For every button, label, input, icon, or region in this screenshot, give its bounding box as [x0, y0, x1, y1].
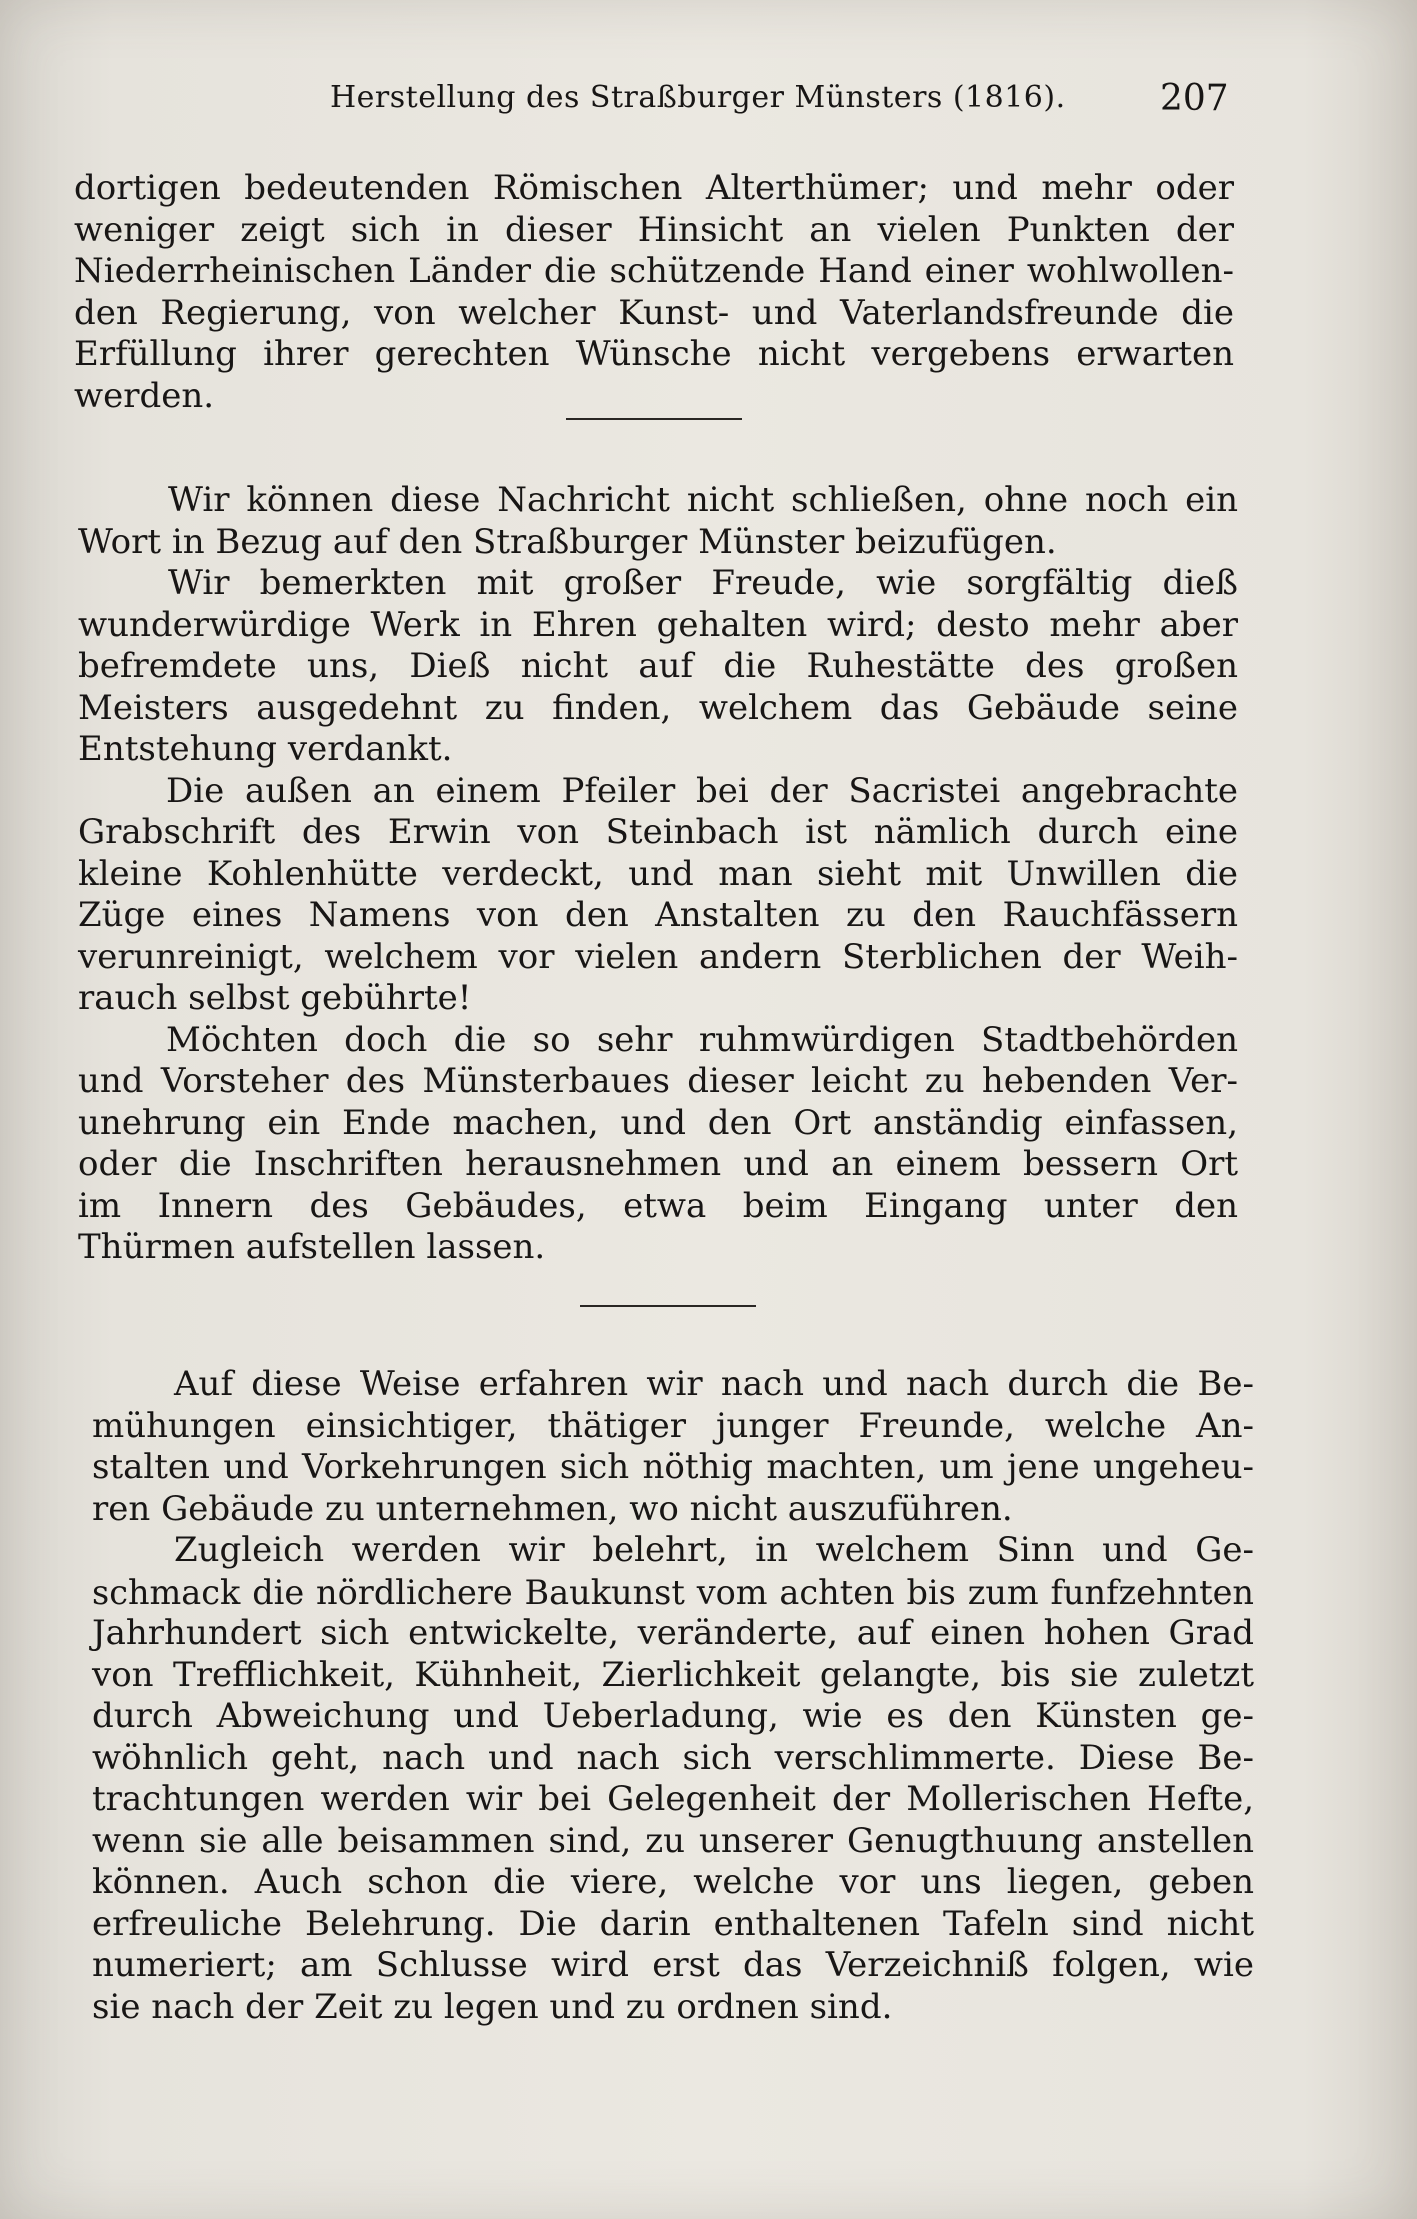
text-line: erfreuliche Belehrung. Die darin enthaltenen Tafeln sind nicht — [92, 1903, 1254, 1944]
text-line: wenn sie alle beisammen sind, zu unserer Genugthuung anstellen — [92, 1820, 1254, 1861]
text-line: können. Auch schon die viere, welche vor uns liegen, geben — [92, 1862, 1254, 1902]
text-line: rauch selbst gebührte! — [78, 978, 472, 1018]
text-line: und Vorsteher des Münsterbaues dieser leicht zu hebenden Ver- — [78, 1061, 1238, 1101]
paragraph-block-2 — [78, 480, 1238, 1269]
text-line: durch Abweichung und Ueberladung, wie es den Künsten ge- — [92, 1696, 1254, 1736]
text-line: wöhnlich geht, nach und nach sich verschlimmerte. Diese Be- — [92, 1737, 1254, 1778]
text-line: werden. — [74, 375, 215, 416]
text-line: Wir bemerkten mit großer Freude, wie sorgfältig dieß — [168, 563, 1238, 603]
text-line: Jahrhundert sich entwickelte, veränderte, auf einen hohen Grad — [92, 1613, 1254, 1653]
text-line: Wort in Bezug auf den Straßburger Münster beizufügen. — [78, 521, 1057, 562]
text-line: weniger zeigt sich in dieser Hinsicht an vielen Punkten der — [74, 209, 1234, 250]
section-divider — [580, 1305, 756, 1307]
text-line: Grabschrift des Erwin von Steinbach ist nämlich durch eine — [78, 812, 1238, 852]
text-line: ren Gebäude zu unternehmen, wo nicht auszuführen. — [92, 1488, 1013, 1529]
text-line: Züge eines Namens von den Anstalten zu den Rauchfässern — [78, 895, 1238, 935]
text-line: unehrung ein Ende machen, und den Ort anständig einfassen, — [78, 1102, 1238, 1143]
running-title: Herstellung des Straßburger Münsters (1816). — [330, 80, 1066, 115]
text-line: Entstehung verdankt. — [78, 729, 453, 769]
text-line: Die außen an einem Pfeiler bei der Sacristei angebrachte — [166, 770, 1238, 811]
text-line: numeriert; am Schlusse wird erst das Verzeichniß folgen, wie — [92, 1945, 1254, 1985]
text-line: befremdete uns, Dieß nicht auf die Ruhestätte des großen — [78, 646, 1238, 686]
paragraph-block-3 — [92, 1364, 1254, 2028]
text-line: stalten und Vorkehrungen sich nöthig machten, um jene ungeheu- — [92, 1447, 1254, 1487]
text-line: Meisters ausgedehnt zu finden, welchem das Gebäude seine — [78, 687, 1238, 728]
page-number: 207 — [1160, 78, 1229, 119]
text-line: Auf diese Weise erfahren wir nach und nach durch die Be- — [174, 1364, 1254, 1404]
text-line: mühungen einsichtiger, thätiger junger Freunde, welche An- — [92, 1405, 1254, 1446]
text-line: trachtungen werden wir bei Gelegenheit der Mollerischen Hefte, — [92, 1779, 1254, 1819]
paragraph-block-1 — [74, 168, 1234, 417]
text-line: dortigen bedeutenden Römischen Alterthümer; und mehr oder — [74, 168, 1234, 208]
text-line: Niederrheinischen Länder die schützende Hand einer wohlwollen- — [74, 251, 1234, 291]
text-line: Zugleich werden wir belehrt, in welchem Sinn und Ge- — [174, 1530, 1254, 1570]
text-line: sie nach der Zeit zu legen und zu ordnen sind. — [92, 1986, 893, 2027]
text-line: im Innern des Gebäudes, etwa beim Eingang unter den — [78, 1185, 1238, 1226]
text-line: oder die Inschriften herausnehmen und an einem bessern Ort — [78, 1144, 1238, 1184]
text-line: Thürmen aufstellen lassen. — [78, 1227, 546, 1267]
text-line: Erfüllung ihrer gerechten Wünsche nicht vergebens erwarten — [74, 334, 1234, 374]
text-line: wunderwürdige Werk in Ehren gehalten wird; desto mehr aber — [78, 604, 1238, 645]
section-divider — [566, 418, 742, 420]
text-line: schmack die nördlichere Baukunst vom achten bis zum funfzehnten — [92, 1572, 1254, 1612]
text-line: von Trefflichkeit, Kühnheit, Zierlichkeit gelangte, bis sie zuletzt — [92, 1654, 1254, 1695]
text-line: kleine Kohlenhütte verdeckt, und man sieht mit Unwillen die — [78, 853, 1238, 894]
text-line: Wir können diese Nachricht nicht schließen, ohne noch ein — [168, 480, 1238, 520]
text-line: Möchten doch die so sehr ruhmwürdigen Stadtbehörden — [166, 1019, 1238, 1060]
text-line: den Regierung, von welcher Kunst- und Vaterlandsfreunde die — [74, 292, 1234, 333]
text-line: verunreinigt, welchem vor vielen andern Sterblichen der Weih- — [78, 936, 1238, 977]
